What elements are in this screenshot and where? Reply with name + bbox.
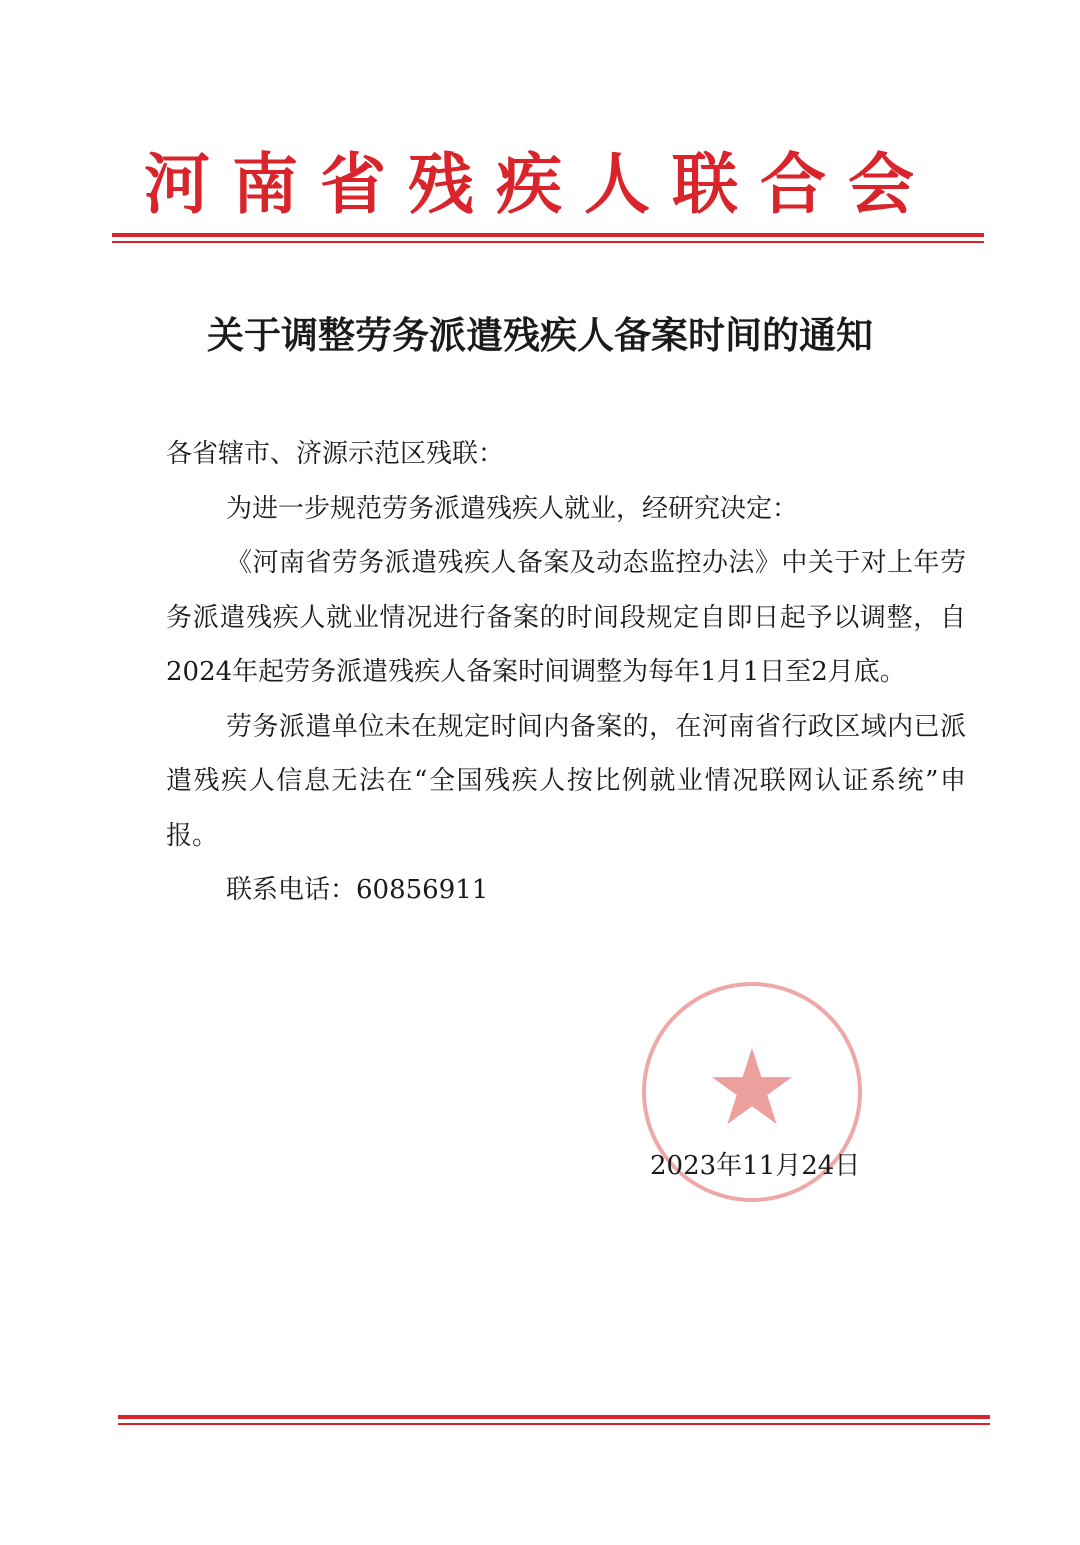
document-date: 2023年11月24日 [650,1151,861,1181]
paragraph-intro: 为进一步规范劳务派遣残疾人就业，经研究决定： [226,493,799,524]
paragraph-consequence: 劳务派遣单位未在规定时间内备案的，在河南省行政区域内已派遣残疾人信息无法在“全国残疾人按比例就业情况联网认证系统”申报。 [166,711,966,851]
star-icon [712,1048,792,1124]
document-body [166,427,966,918]
header-divider-thick [112,233,984,237]
footer-divider [118,1415,990,1425]
document-title: 关于调整劳务派遣残疾人备案时间的通知 [207,313,873,357]
footer-divider-thick [118,1415,990,1419]
organization-name: 河南省残疾人联合会 [144,146,936,223]
header-divider [112,233,984,243]
salutation: 各省辖市、济源示范区残联： [166,439,505,469]
paragraph-adjustment: 《河南省劳务派遣残疾人备案及动态监控办法》中关于对上年劳务派遣残疾人就业情况进行备案的时间段规定自即日起予以调整，自2024年起劳务派遣残疾人备案时间调整为每年1月1日至2月底。 [166,548,966,687]
contact-phone: 联系电话：60856911 [226,875,489,905]
masthead [0,140,1080,230]
footer-divider-thin [118,1423,990,1425]
header-divider-thin [112,241,984,243]
